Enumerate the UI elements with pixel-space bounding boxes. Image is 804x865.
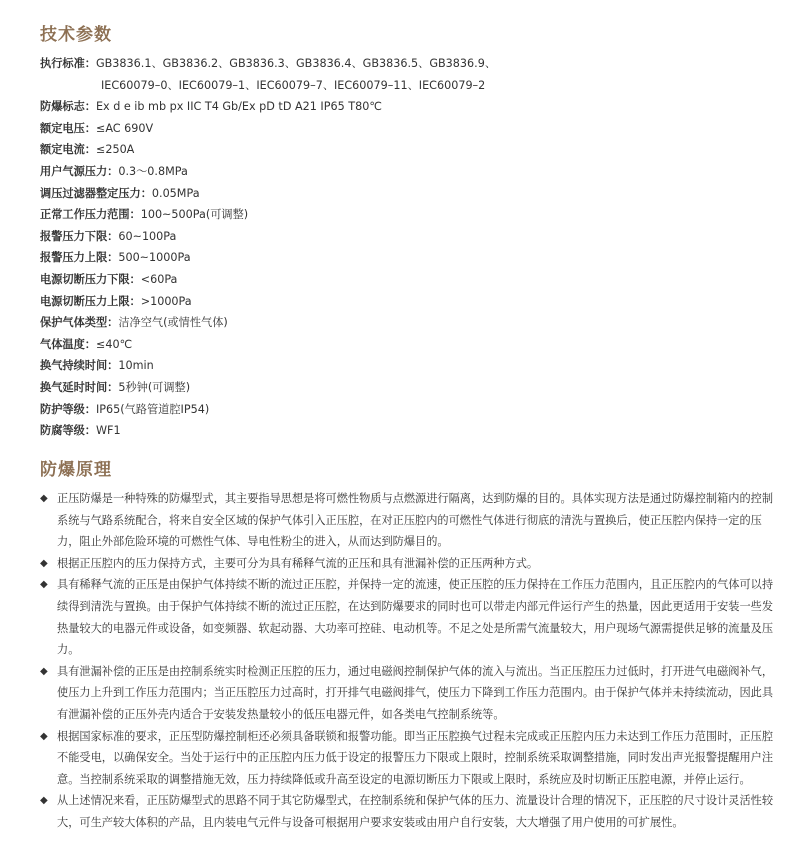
spec-value-continued: IEC60079–0、IEC60079–1、IEC60079–7、IEC60079–11、IEC60079–2 (101, 78, 486, 92)
spec-row-cutoff-high (40, 291, 780, 313)
section-title-principle: 防爆原理 (40, 460, 112, 480)
spec-row-alarm-high (40, 247, 780, 269)
principle-text: 具有稀释气流的正压是由保护气体持续不断的流过正压腔，并保持一定的流速，使正压腔的压力保持在工作压力范围内，且正压腔内的气体可以持续得到清洗与置换。由于保护气体持续不断的流过正压腔，在达到防爆要求的同时也可以带走内部元件运行产生的热量，因此更适用于安装一些发热量较大的电器元件或设备，如变频器、软起动器、大功率可控硅、电动机等。不足之处是所需气流量较大，用户现场气源需提供足够的流量及压力。 (57, 578, 774, 657)
spec-value: WF1 (95, 424, 121, 438)
spec-key: 执行标准： (40, 57, 96, 70)
spec-value: ≤AC 690V (95, 121, 154, 135)
spec-value: 10min (118, 359, 154, 373)
spec-key: 防护等级： (40, 402, 96, 416)
spec-key: 电源切断压力下限： (40, 272, 141, 286)
spec-row-purge-duration (40, 355, 780, 377)
spec-row-regulator-pressure (40, 183, 780, 205)
spec-key: 调压过滤器整定压力： (40, 186, 152, 200)
spec-row-ex-marking (40, 96, 780, 118)
spec-row-rated-voltage (40, 118, 780, 140)
spec-key: 额定电压： (40, 121, 96, 135)
spec-key: 防腐等级： (40, 424, 96, 438)
principle-item (40, 726, 780, 791)
spec-row-gas-type (40, 312, 780, 334)
principle-text: 从上述情况来看，正压防爆型式的思路不同于其它防爆型式，在控制系统和保护气体的压力、流量设计合理的情况下，正压腔的尺寸设计灵活性较大，可生产较大体积的产品，且内装电气元件与设备可根据用户要求安装或由用户自行安装，大大增强了用户使用的可扩展性。 (57, 794, 774, 829)
principle-item (40, 661, 780, 726)
principle-item (40, 790, 780, 833)
spec-value: >1000Pa (140, 294, 192, 308)
spec-row-protection-grade (40, 399, 780, 421)
diamond-bullet-icon: ◆ (40, 493, 48, 504)
spec-value: <60Pa (140, 272, 178, 286)
diamond-bullet-icon: ◆ (40, 557, 48, 569)
diamond-bullet-icon: ◆ (40, 579, 48, 591)
spec-key: 气体温度： (40, 337, 96, 351)
spec-value: 60~100Pa (118, 229, 177, 243)
diamond-bullet-icon: ◆ (40, 665, 48, 677)
principle-text: 正压防爆是一种特殊的防爆型式，其主要指导思想是将可燃性物质与点燃源进行隔离，达到防爆的目的。具体实现方法是通过防爆控制箱内的控制系统与气路系统配合，将来自安全区域的保护气体引入正压腔，在对正压腔内的可燃性气体进行彻底的清洗与置换后，使正压腔内保持一定的压力，阻止外部危险环境的可燃性气体、导电性粉尘的进入，从而达到防爆目的。 (57, 492, 774, 549)
spec-key: 电源切断压力上限： (40, 294, 141, 308)
principle-text: 具有泄漏补偿的正压是由控制系统实时检测正压腔的压力，通过电磁阀控制保护气体的流入与流出。当正压腔压力过低时，打开进气电磁阀补气，使压力上升到工作压力范围内；当正压腔压力过高时，打开排气电磁阀排气，使压力下降到工作压力范围内。由于保护气体并未持续流动，因此具有泄漏补偿的正压外壳内适合于安装发热量较小的低压电器元件，如各类电气控制系统等。 (57, 664, 774, 721)
spec-row-rated-current (40, 139, 780, 161)
spec-value: 500~1000Pa (118, 251, 191, 265)
spec-value: 100~500Pa(可调整) (140, 208, 249, 222)
spec-key: 换气延时时间： (40, 380, 119, 394)
principle-item (40, 574, 780, 660)
section-title-specs: 技术参数 (40, 25, 112, 45)
principle-text: 根据国家标准的要求，正压型防爆控制柜还必须具备联锁和报警功能。即当正压腔换气过程未完成或正压腔内压力未达到工作压力范围时，正压腔不能受电，以确保安全。当处于运行中的正压腔内压力低于设定的报警压力下限或上限时，控制系统采取调整措施，同时发出声光报警提醒用户注意。当控制系统采取的调整措施无效，压力持续降低或升高至设定的电源切断压力下限或上限时，系统应及时切断正压腔电源，并停止运行。 (57, 729, 774, 786)
principle-item (40, 553, 780, 575)
spec-key: 防爆标志： (40, 100, 96, 114)
spec-row-working-pressure (40, 204, 780, 226)
spec-value: IP65(气路管道腔IP54) (95, 402, 210, 416)
spec-key: 额定电流： (40, 143, 96, 157)
spec-key: 报警压力上限： (40, 251, 119, 265)
spec-value: 洁净空气(或情性气体) (118, 316, 228, 330)
principle-item (40, 488, 780, 553)
spec-key: 正常工作压力范围： (40, 208, 141, 222)
spec-row-cutoff-low (40, 269, 780, 291)
spec-list (40, 53, 780, 442)
spec-row-standard (40, 53, 780, 96)
spec-key: 用户气源压力： (40, 164, 119, 178)
spec-value: Ex d e ib mb px IIC T4 Gb/Ex pD tD A21 IP65 T80℃ (95, 100, 382, 114)
spec-value: 5秒钟(可调整) (118, 380, 191, 394)
principle-text: 根据正压腔内的压力保持方式，主要可分为具有稀释气流的正压和具有泄漏补偿的正压两种方式。 (57, 556, 539, 570)
spec-row-gas-temperature (40, 334, 780, 356)
spec-value: ≤250A (95, 143, 135, 157)
spec-row-source-pressure (40, 161, 780, 183)
diamond-bullet-icon: ◆ (40, 730, 48, 742)
spec-key: 报警压力下限： (40, 229, 119, 243)
spec-row-purge-delay (40, 377, 780, 399)
spec-row-anticorrosion-grade (40, 420, 780, 442)
spec-key: 换气持续时间： (40, 359, 119, 373)
spec-value: ≤40℃ (95, 337, 133, 351)
spec-row-alarm-low (40, 226, 780, 248)
spec-key: 保护气体类型： (40, 316, 119, 330)
spec-value: 0.05MPa (151, 186, 200, 200)
spec-value: GB3836.1、GB3836.2、GB3836.3、GB3836.4、GB3836.5、GB3836.9、 (95, 57, 497, 70)
diamond-bullet-icon: ◆ (40, 795, 48, 807)
principle-list (40, 488, 780, 834)
spec-value: 0.3～0.8MPa (118, 164, 188, 178)
